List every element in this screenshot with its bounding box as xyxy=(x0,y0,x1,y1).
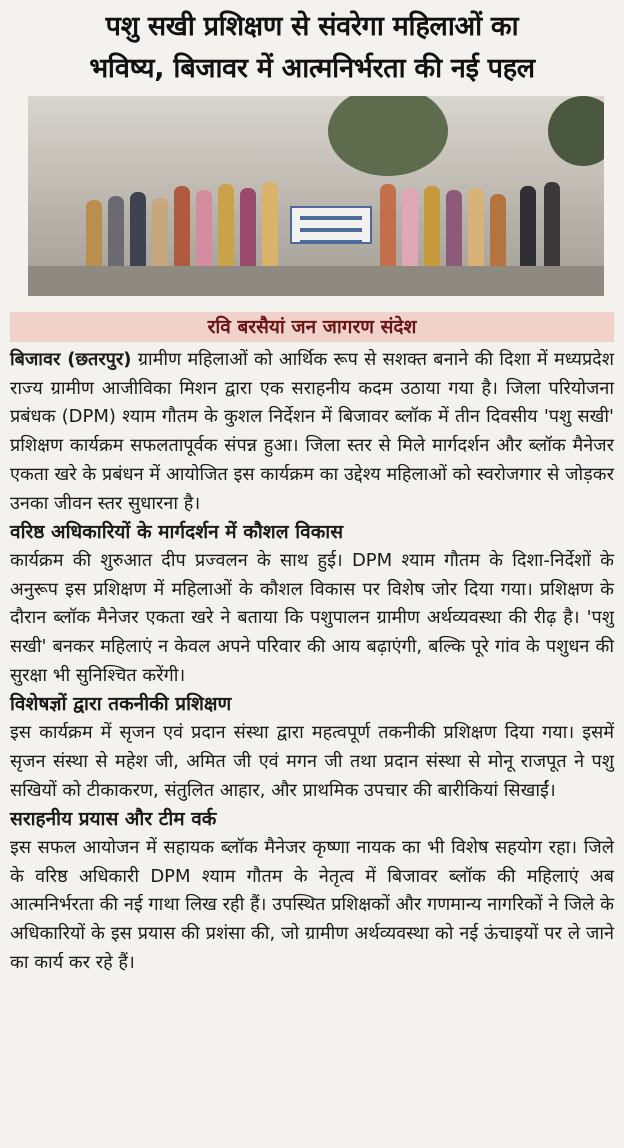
photo-person xyxy=(262,182,278,278)
photo-person xyxy=(520,186,536,278)
photo-person xyxy=(174,186,190,278)
section-paragraph: इस सफल आयोजन में सहायक ब्लॉक मैनेजर कृष्णा नायक का भी विशेष सहयोग रहा। जिले के वरिष्ठ अधिकारी DPM श्याम गौतम के नेतृत्व में बिजावर ब्लॉक की महिलाएं अब आत्मनिर्भरता की नई गाथा लिख रही हैं। उपस्थित प्रशिक्षकों और गणमान्य नागरिकों ने जिले के अधिकारियों के इस प्रयास की प्रशंसा की, जो ग्रामीण अर्थव्यवस्था को नई ऊंचाइयों पर ले जाने का कार्य कर रहे हैं। xyxy=(10,836,614,973)
byline: रवि बरसैयां जन जागरण संदेश xyxy=(10,312,614,342)
photo-banner xyxy=(290,206,372,244)
photo-person xyxy=(240,188,256,278)
photo-person xyxy=(468,188,484,278)
photo-person xyxy=(424,186,440,278)
photo-ground xyxy=(28,266,604,296)
intro-paragraph xyxy=(10,346,614,518)
intro-text: ग्रामीण महिलाओं को आर्थिक रूप से सशक्त बनाने की दिशा में मध्यप्रदेश राज्य ग्रामीण आजीविका मिशन द्वारा एक सराहनीय कदम उठाया गया है। जिला परियोजना प्रबंधक (DPM) श्याम गौतम के कुशल निर्देशन में बिजावर ब्लॉक में तीन दिवसीय 'पशु सखी' प्रशिक्षण कार्यक्रम सफलतापूर्वक संपन्न हुआ। जिला स्तर से मिले मार्गदर्शन और ब्लॉक मैनेजर एकता खरे के प्रबंधन में आयोजित इस कार्यक्रम का उद्देश्य महिलाओं को स्वरोजगार से जोड़कर उनका जीवन स्तर सुधारना है। xyxy=(10,349,614,514)
photo-person xyxy=(380,184,396,278)
headline-line-1: पशु सखी प्रशिक्षण से संवरेगा महिलाओं का xyxy=(105,11,519,42)
section-paragraph: इस कार्यक्रम में सृजन एवं प्रदान संस्था द्वारा महत्वपूर्ण तकनीकी प्रशिक्षण दिया गया। इसमें सृजन संस्था से महेश जी, अमित जी एवं मगन जी तथा प्रदान संस्था से मोनू राजपूत ने पशु सखियों को टीकाकरण, संतुलित आहार, और प्राथमिक उपचार की बारीकियां सिखाईं। xyxy=(10,722,614,801)
section-heading: सराहनीय प्रयास और टीम वर्क xyxy=(10,808,217,831)
photo-person xyxy=(544,182,560,278)
section-heading: विशेषज्ञों द्वारा तकनीकी प्रशिक्षण xyxy=(10,693,232,716)
headline-line-2: भविष्य, बिजावर में आत्मनिर्भरता की नई पहल xyxy=(89,53,535,84)
photo-person xyxy=(196,190,212,278)
group-photo xyxy=(28,96,604,296)
article-body xyxy=(10,346,614,977)
photo-person xyxy=(446,190,462,278)
photo-person xyxy=(402,188,418,278)
section-heading: वरिष्ठ अधिकारियों के मार्गदर्शन में कौशल विकास xyxy=(10,521,344,544)
section-paragraph: कार्यक्रम की शुरुआत दीप प्रज्वलन के साथ हुई। DPM श्याम गौतम के दिशा-निर्देशों के अनुरूप इस प्रशिक्षण में महिलाओं के कौशल विकास पर विशेष जोर दिया गया। प्रशिक्षण के दौरान ब्लॉक मैनेजर एकता खरे ने बताया कि पशुपालन ग्रामीण अर्थव्यवस्था की रीढ़ है। 'पशु सखी' बनकर महिलाएं न केवल अपने परिवार की आय बढ़ाएंगी, बल्कि पूरे गांव के पशुधन की सुरक्षा भी सुनिश्चित करेंगी। xyxy=(10,549,614,686)
photo-person xyxy=(218,184,234,278)
dateline: बिजावर (छतरपुर) xyxy=(10,349,132,370)
photo-building xyxy=(28,96,604,206)
headline xyxy=(10,0,614,90)
